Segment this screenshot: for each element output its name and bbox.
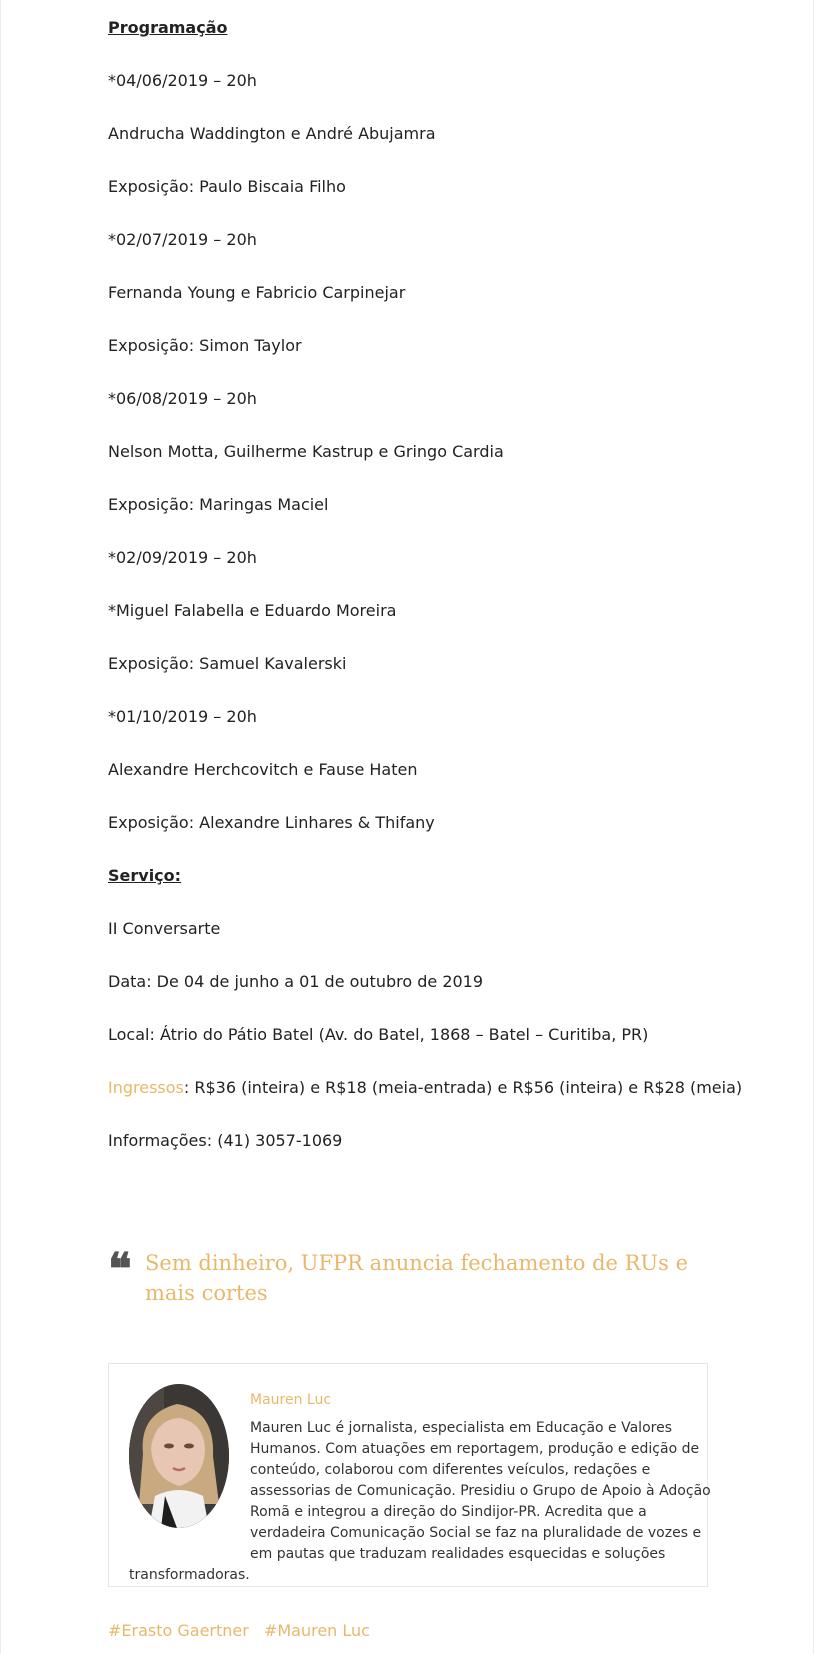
tickets-link[interactable]: Ingressos — [108, 1078, 184, 1097]
author-bio — [129, 1418, 711, 1586]
author-box — [108, 1363, 711, 1587]
schedule-date: *02/09/2019 – 20h — [108, 548, 257, 567]
event-info: Informações: (41) 3057-1069 — [108, 1131, 343, 1150]
event-date: Data: De 04 de junho a 01 de outubro de 2019 — [108, 972, 484, 991]
author-bio-line: assessorias de Comunicação. Presidiu o Grupo de Apoio à Adoção — [250, 1483, 711, 1499]
tag-link[interactable]: #Erasto Gaertner — [108, 1621, 249, 1640]
schedule-date: *04/06/2019 – 20h — [108, 71, 257, 90]
schedule-exhibition: Exposição: Simon Taylor — [108, 336, 302, 355]
schedule-date: *02/07/2019 – 20h — [108, 230, 257, 249]
quote-icon: ❝ — [108, 1244, 132, 1295]
author-bio-line: conteúdo, colaborou com diferentes veículos, redações e — [250, 1462, 651, 1478]
schedule-date: *01/10/2019 – 20h — [108, 707, 257, 726]
schedule-guests: Nelson Motta, Guilherme Kastrup e Gringo Cardia — [108, 442, 504, 461]
schedule-guests: *Miguel Falabella e Eduardo Moreira — [108, 601, 397, 620]
author-name[interactable]: Mauren Luc — [250, 1392, 332, 1408]
tickets-prices: : R$36 (inteira) e R$18 (meia-entrada) e R$56 (inteira) e R$28 (meia) — [183, 1078, 743, 1097]
author-bio-line: Mauren Luc é jornalista, especialista em Educação e Valores — [250, 1420, 672, 1436]
schedule-exhibition: Exposição: Alexandre Linhares & Thifany — [108, 813, 435, 832]
tag-list — [108, 1620, 380, 1642]
event-tickets — [108, 1077, 742, 1099]
author-bio-line: verdadeira Comunicação Social se faz na pluralidade de vozes e — [250, 1525, 702, 1541]
event-name: II Conversarte — [108, 919, 221, 938]
servico-heading: Serviço: — [108, 866, 182, 885]
schedule-exhibition: Exposição: Maringas Maciel — [108, 495, 329, 514]
related-article-link[interactable]: Sem dinheiro, UFPR anuncia fechamento de RUs e mais cortes — [145, 1251, 689, 1305]
schedule-guests: Fernanda Young e Fabricio Carpinejar — [108, 283, 406, 302]
author-bio-line: Humanos. Com atuações em reportagem, produção e edição de — [250, 1441, 700, 1457]
tag-link[interactable]: #Mauren Luc — [263, 1621, 370, 1640]
schedule-guests: Andrucha Waddington e André Abujamra — [108, 124, 436, 143]
author-bio-line: em pautas que traduzam realidades esquecidas e soluções — [250, 1546, 666, 1562]
schedule-exhibition: Exposição: Paulo Biscaia Filho — [108, 177, 346, 196]
author-bio-line: Romã e integrou a direção do Sindijor-PR. Acredita que a — [250, 1504, 647, 1520]
programacao-heading: Programação — [108, 18, 228, 37]
event-location: Local: Átrio do Pátio Batel (Av. do Batel, 1868 – Batel – Curitiba, PR) — [108, 1025, 649, 1044]
author-bio-line: transformadoras. — [129, 1567, 250, 1583]
schedule-guests: Alexandre Herchcovitch e Fause Haten — [108, 760, 418, 779]
schedule-date: *06/08/2019 – 20h — [108, 389, 257, 408]
schedule-exhibition: Exposição: Samuel Kavalerski — [108, 654, 347, 673]
